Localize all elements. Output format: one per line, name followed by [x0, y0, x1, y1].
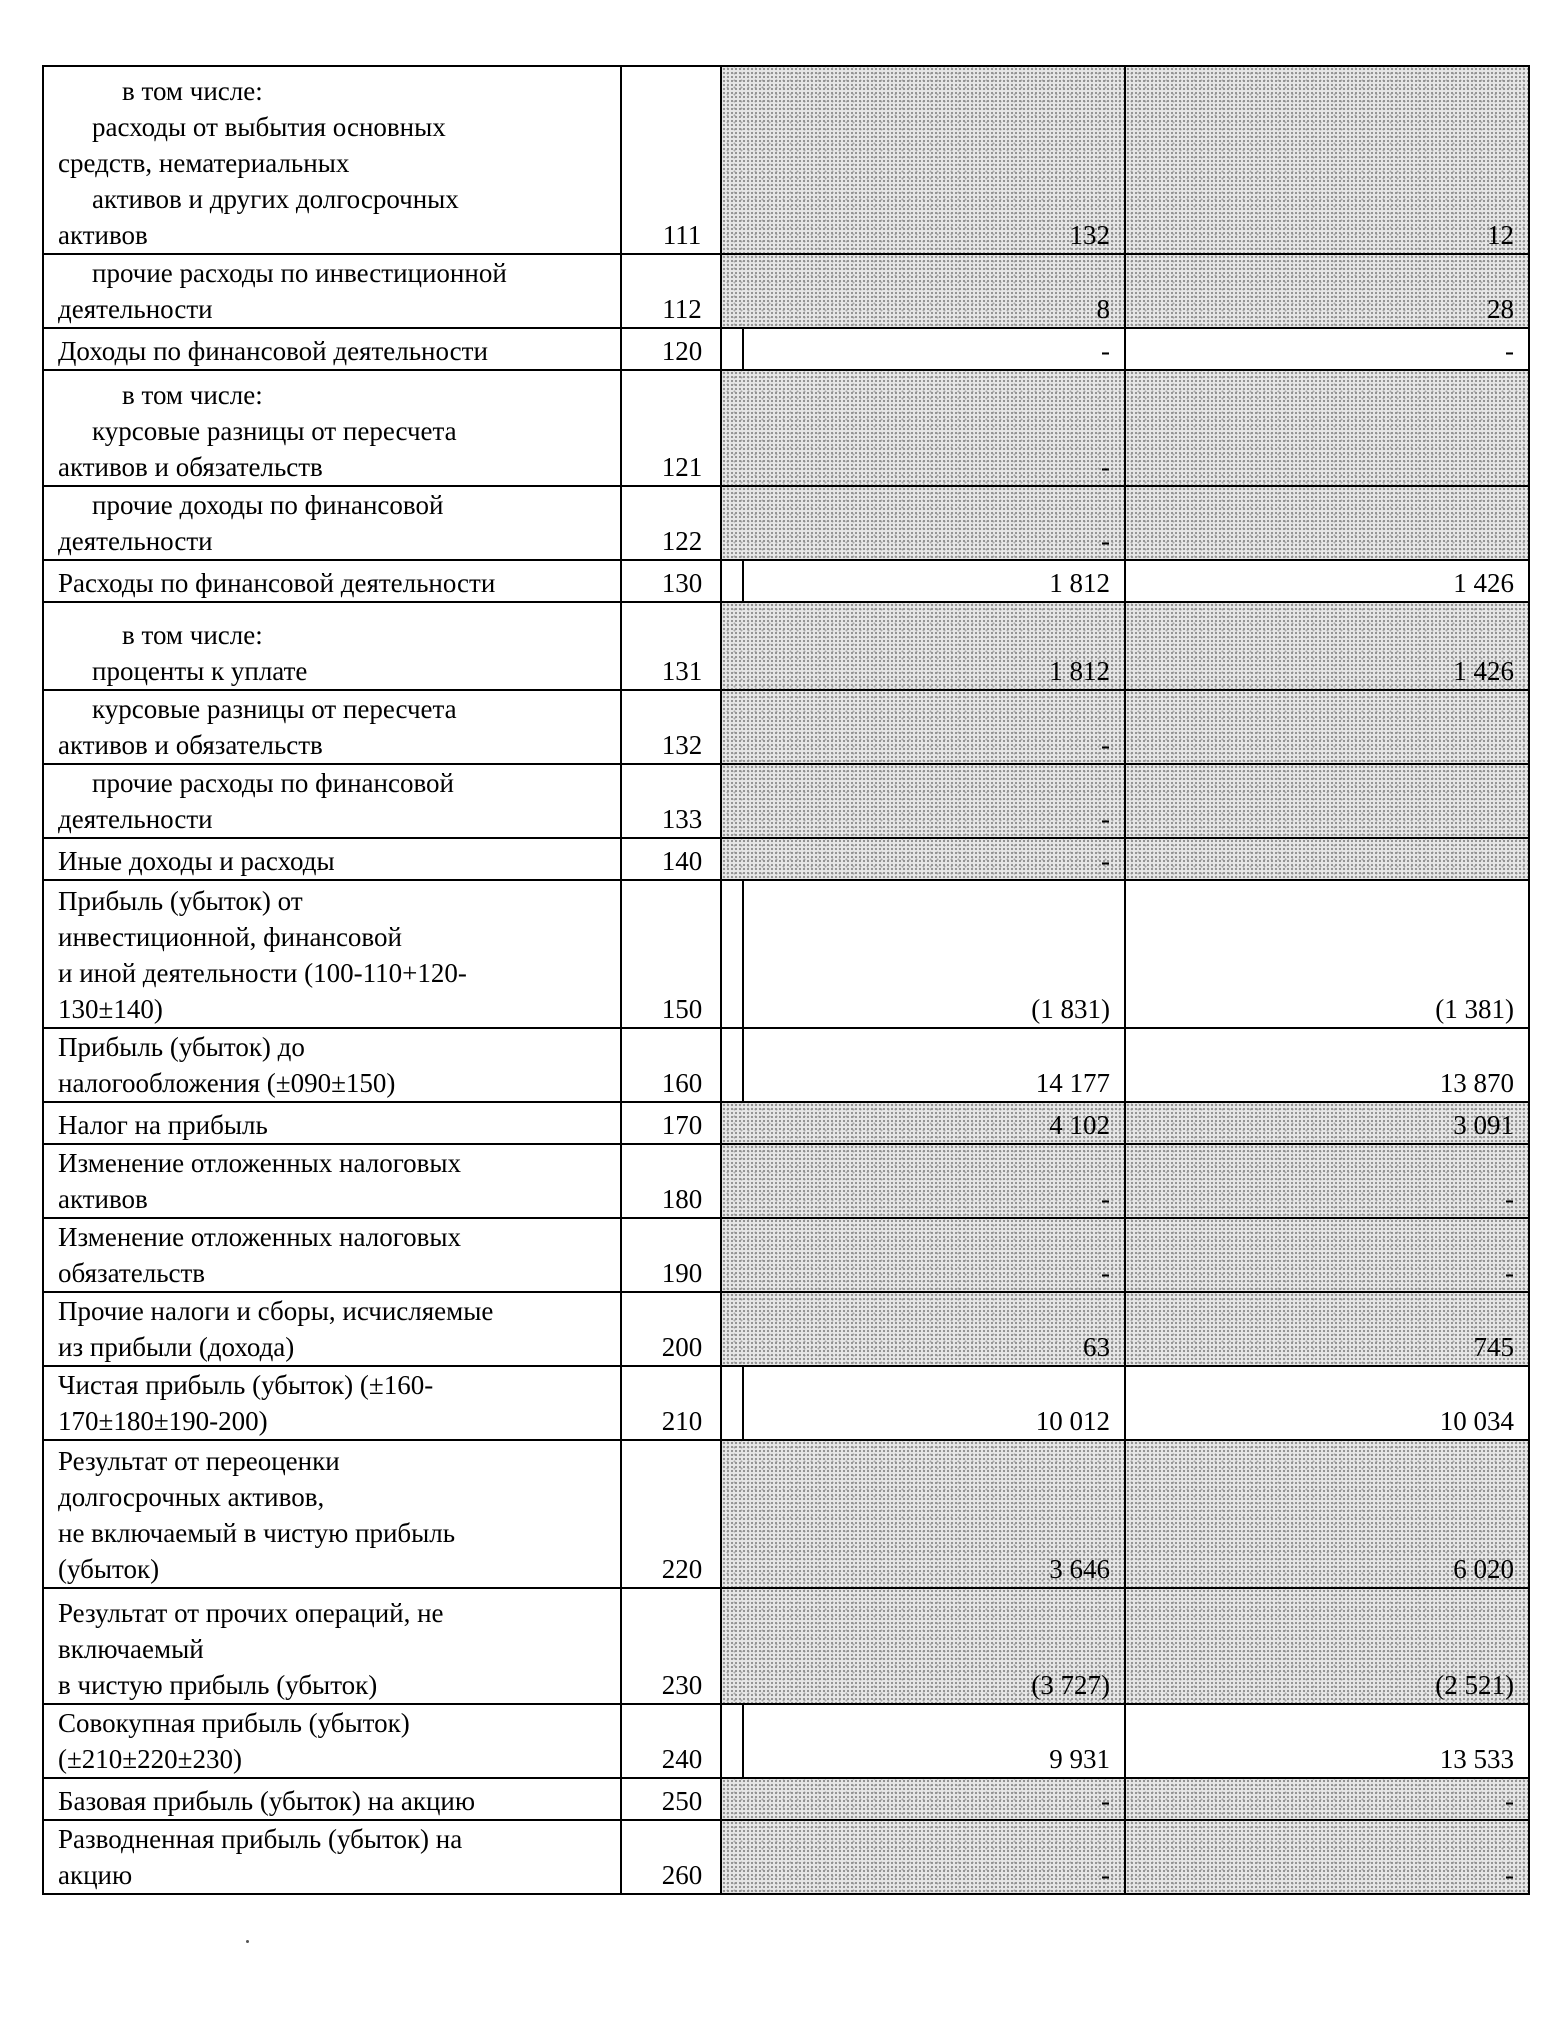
table-row [43, 602, 743, 690]
row-label-line: акцию [58, 1860, 133, 1890]
value-previous-period: 1 426 [1125, 602, 1529, 690]
value-current-period: - [721, 690, 1125, 764]
value-previous-period: - [1125, 1144, 1529, 1218]
value-current-period: - [721, 764, 1125, 838]
table-row [43, 1144, 743, 1218]
row-label-line: Разводненная прибыль (убыток) на [58, 1824, 463, 1854]
row-label-line: Результат от переоценки [58, 1446, 340, 1476]
row-code: 132 [621, 690, 743, 764]
row-code: 200 [621, 1292, 743, 1366]
table-row [721, 66, 1529, 254]
value-current-period: 1 812 [721, 602, 1125, 690]
row-label-line: в том числе: [122, 380, 263, 410]
row-label [43, 1820, 621, 1894]
row-code: 112 [621, 254, 743, 328]
row-label-line: Изменение отложенных налоговых [58, 1222, 461, 1252]
value-previous-period [1125, 690, 1529, 764]
row-label [43, 880, 621, 1028]
row-code: 131 [621, 602, 743, 690]
table-row [721, 1704, 1529, 1778]
row-label [43, 66, 621, 254]
table-row [43, 1704, 743, 1778]
table-row [721, 1440, 1529, 1588]
row-label-line: Прибыль (убыток) до [58, 1032, 305, 1062]
row-code: 111 [621, 66, 743, 254]
row-code: 180 [621, 1144, 743, 1218]
table-row [721, 1028, 1529, 1102]
row-label [43, 764, 621, 838]
value-current-period: (1 831) [721, 880, 1125, 1028]
value-previous-period [1125, 486, 1529, 560]
row-label-line: из прибыли (дохода) [58, 1332, 295, 1362]
row-label-line: деятельности [58, 526, 213, 556]
table-row [721, 328, 1529, 370]
value-previous-period: 3 091 [1125, 1102, 1529, 1144]
row-label-line: расходы от выбытия основных [92, 112, 446, 142]
table-row [43, 1366, 743, 1440]
value-previous-period: 10 034 [1125, 1366, 1529, 1440]
table-row [43, 880, 743, 1028]
table-row [721, 1588, 1529, 1704]
value-previous-period: (1 381) [1125, 880, 1529, 1028]
table-row [721, 1820, 1529, 1894]
row-label-line: Налог на прибыль [58, 1110, 268, 1140]
value-current-period: - [721, 328, 1125, 370]
stray-mark [246, 1940, 249, 1943]
row-code: 130 [621, 560, 743, 602]
row-label-line: Базовая прибыль (убыток) на акцию [58, 1786, 476, 1816]
value-previous-period: 28 [1125, 254, 1529, 328]
table-row [721, 1778, 1529, 1820]
row-label [43, 1218, 621, 1292]
row-label [43, 1588, 621, 1704]
row-label [43, 1704, 621, 1778]
row-label-line: (±210±220±230) [58, 1744, 242, 1774]
row-label-line: Расходы по финансовой деятельности [58, 568, 496, 598]
table-row [43, 1440, 743, 1588]
row-code: 240 [621, 1704, 743, 1778]
table-row [721, 560, 1529, 602]
row-label-line: Изменение отложенных налоговых [58, 1148, 461, 1178]
row-code: 121 [621, 370, 743, 486]
table-row [43, 1102, 743, 1144]
value-previous-period: 12 [1125, 66, 1529, 254]
row-label-line: прочие доходы по финансовой [92, 490, 444, 520]
value-current-period: (3 727) [721, 1588, 1125, 1704]
row-code: 122 [621, 486, 743, 560]
table-row [43, 1820, 743, 1894]
row-label [43, 1778, 621, 1820]
table-row [721, 1292, 1529, 1366]
row-label-line: курсовые разницы от пересчета [92, 694, 457, 724]
row-label-line: в том числе: [122, 76, 263, 106]
table-row [43, 560, 743, 602]
row-label [43, 1028, 621, 1102]
row-code: 150 [621, 880, 743, 1028]
row-label-line: Чистая прибыль (убыток) (±160- [58, 1370, 434, 1400]
table-row [721, 1102, 1529, 1144]
row-label-line: деятельности [58, 804, 213, 834]
value-previous-period [1125, 370, 1529, 486]
row-label-line: долгосрочных активов, [58, 1482, 325, 1512]
table-row [43, 328, 743, 370]
table-row [721, 602, 1529, 690]
row-label [43, 560, 621, 602]
row-label-line: активов [58, 1184, 148, 1214]
row-label-line: курсовые разницы от пересчета [92, 416, 457, 446]
row-code: 133 [621, 764, 743, 838]
row-label-line: активов [58, 220, 148, 250]
row-label [43, 254, 621, 328]
row-label-line: инвестиционной, финансовой [58, 922, 402, 952]
row-label [43, 1366, 621, 1440]
row-label-line: проценты к уплате [92, 656, 308, 686]
row-code: 220 [621, 1440, 743, 1588]
table-row [43, 254, 743, 328]
table-row [721, 370, 1529, 486]
table-row [721, 254, 1529, 328]
table-row [721, 1366, 1529, 1440]
row-label-line: Совокупная прибыль (убыток) [58, 1708, 410, 1738]
row-label-line: Иные доходы и расходы [58, 846, 335, 876]
value-previous-period: 745 [1125, 1292, 1529, 1366]
table-row [721, 764, 1529, 838]
row-label [43, 690, 621, 764]
table-row [721, 838, 1529, 880]
row-label-line: прочие расходы по инвестиционной [92, 258, 507, 288]
row-code: 210 [621, 1366, 743, 1440]
value-current-period: - [721, 1820, 1125, 1894]
row-label-line: включаемый [58, 1634, 204, 1664]
row-label-line: активов и других долгосрочных [92, 184, 459, 214]
table-row [43, 66, 743, 254]
row-label-line: (убыток) [58, 1554, 160, 1584]
row-code: 250 [621, 1778, 743, 1820]
value-current-period: 3 646 [721, 1440, 1125, 1588]
table-row [721, 1144, 1529, 1218]
table-row [721, 486, 1529, 560]
table-row [43, 1028, 743, 1102]
row-label-line: обязательств [58, 1258, 206, 1288]
table-row [721, 690, 1529, 764]
row-label-line: Прочие налоги и сборы, исчисляемые [58, 1296, 494, 1326]
value-previous-period: 6 020 [1125, 1440, 1529, 1588]
table-row [43, 690, 743, 764]
value-previous-period: - [1125, 328, 1529, 370]
value-current-period: 9 931 [721, 1704, 1125, 1778]
row-label-line: 130±140) [58, 994, 163, 1024]
row-label [43, 1144, 621, 1218]
value-current-period: 132 [721, 66, 1125, 254]
row-label-line: Доходы по финансовой деятельности [58, 336, 488, 366]
table-row [43, 1588, 743, 1704]
row-label [43, 838, 621, 880]
row-label [43, 486, 621, 560]
value-current-period: 4 102 [721, 1102, 1125, 1144]
row-label-line: в чистую прибыль (убыток) [58, 1670, 378, 1700]
row-label-line: не включаемый в чистую прибыль [58, 1518, 456, 1548]
table-row [43, 1218, 743, 1292]
row-code: 140 [621, 838, 743, 880]
row-label-line: 170±180±190-200) [58, 1406, 268, 1436]
value-current-period: - [721, 1144, 1125, 1218]
value-current-period: 8 [721, 254, 1125, 328]
value-current-period: 63 [721, 1292, 1125, 1366]
value-current-period: - [721, 370, 1125, 486]
row-label-line: прочие расходы по финансовой [92, 768, 454, 798]
row-label [43, 1102, 621, 1144]
row-label-line: налогообложения (±090±150) [58, 1068, 396, 1098]
value-previous-period [1125, 838, 1529, 880]
value-previous-period: 13 533 [1125, 1704, 1529, 1778]
value-previous-period [1125, 764, 1529, 838]
value-previous-period: 1 426 [1125, 560, 1529, 602]
row-label [43, 602, 621, 690]
table-row [43, 370, 743, 486]
row-label-line: деятельности [58, 294, 213, 324]
row-label-line: Результат от прочих операций, не [58, 1598, 444, 1628]
value-previous-period: - [1125, 1778, 1529, 1820]
value-current-period: - [721, 486, 1125, 560]
row-values-table [720, 65, 1530, 1895]
value-current-period: 14 177 [721, 1028, 1125, 1102]
value-previous-period: (2 521) [1125, 1588, 1529, 1704]
row-label [43, 328, 621, 370]
row-label-line: в том числе: [122, 620, 263, 650]
row-code: 230 [621, 1588, 743, 1704]
value-current-period: - [721, 838, 1125, 880]
table-row [43, 1292, 743, 1366]
row-code: 260 [621, 1820, 743, 1894]
row-label-line: активов и обязательств [58, 452, 323, 482]
value-current-period: - [721, 1778, 1125, 1820]
row-label-line: средств, нематериальных [58, 148, 350, 178]
table-row [43, 486, 743, 560]
row-code: 170 [621, 1102, 743, 1144]
row-labels-table [42, 65, 744, 1895]
row-label [43, 1292, 621, 1366]
value-previous-period: 13 870 [1125, 1028, 1529, 1102]
value-previous-period: - [1125, 1820, 1529, 1894]
value-current-period: 1 812 [721, 560, 1125, 602]
row-label-line: и иной деятельности (100-110+120- [58, 958, 467, 988]
row-code: 120 [621, 328, 743, 370]
row-label [43, 370, 621, 486]
value-current-period: 10 012 [721, 1366, 1125, 1440]
row-code: 190 [621, 1218, 743, 1292]
row-code: 160 [621, 1028, 743, 1102]
row-label-line: активов и обязательств [58, 730, 323, 760]
table-row [721, 880, 1529, 1028]
table-row [43, 838, 743, 880]
value-current-period: - [721, 1218, 1125, 1292]
value-previous-period: - [1125, 1218, 1529, 1292]
table-row [721, 1218, 1529, 1292]
row-label-line: Прибыль (убыток) от [58, 886, 303, 916]
row-label [43, 1440, 621, 1588]
table-row [43, 764, 743, 838]
table-row [43, 1778, 743, 1820]
